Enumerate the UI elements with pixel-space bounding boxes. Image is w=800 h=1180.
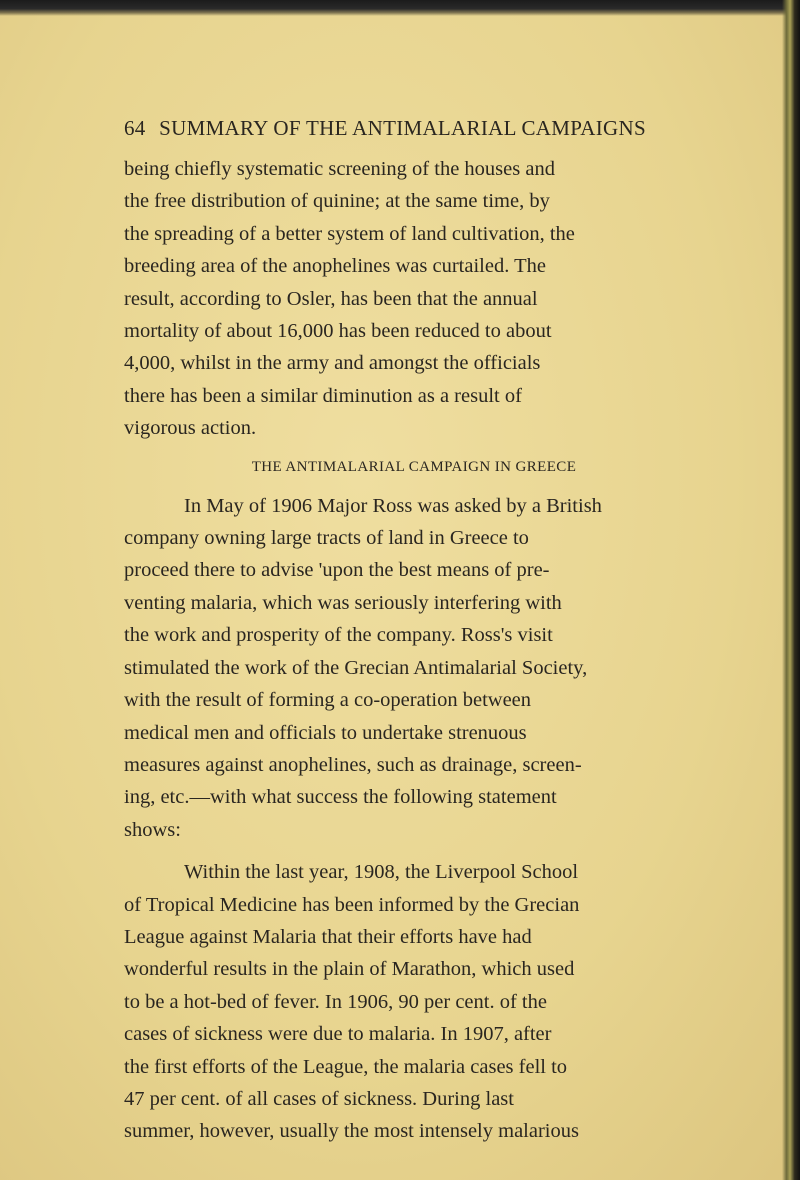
text-line: company owning large tracts of land in Greece to [124, 527, 529, 550]
text-line: to be a hot-bed of fever. In 1906, 90 per cent. of the [124, 990, 547, 1013]
text-line: the first efforts of the League, the malaria cases fell to [124, 1055, 568, 1078]
text-line: result, according to Osler, has been that the annual [124, 287, 538, 310]
text-line: proceed there to advise 'upon the best means of pre- [124, 559, 550, 582]
text-line: League against Malaria that their efforts have had [124, 925, 532, 948]
section-heading: THE ANTIMALARIAL CAMPAIGN IN GREECE [251, 458, 577, 475]
paragraph-2 [124, 490, 704, 846]
text-line: venting malaria, which was seriously interfering with [124, 591, 562, 614]
text-line: the free distribution of quinine; at the same time, by [124, 190, 550, 213]
text-line: being chiefly systematic screening of the houses and [124, 158, 555, 180]
text-line: stimulated the work of the Grecian Antimalarial Society, [124, 656, 588, 679]
text-line: mortality of about 16,000 has been reduced to about [124, 320, 552, 343]
text-line: medical men and officials to undertake strenuous [124, 721, 527, 744]
text-line: cases of sickness were due to malaria. In 1907, after [124, 1023, 552, 1046]
text-line: wonderful results in the plain of Marathon, which used [124, 958, 575, 981]
page-content [124, 116, 704, 1148]
text-line: the spreading of a better system of land cultivation, the [124, 222, 575, 245]
text-line: measures against anophelines, such as drainage, screen- [124, 753, 582, 776]
text-line: breeding area of the anophelines was curtailed. The [124, 255, 546, 278]
page-top-shadow [0, 0, 800, 16]
text-line: 4,000, whilst in the army and amongst the officials [124, 352, 541, 375]
text-line: ing, etc.—with what success the following statement [124, 786, 557, 809]
block-quote [124, 856, 704, 1148]
running-header [124, 116, 704, 141]
text-line: summer, however, usually the most intensely malarious [124, 1120, 579, 1143]
text-line: of Tropical Medicine has been informed by the Grecian [124, 893, 580, 916]
book-spine-edge [782, 0, 800, 1180]
text-line: 47 per cent. of all cases of sickness. During last [124, 1087, 514, 1110]
text-line: there has been a similar diminution as a result of [124, 384, 522, 407]
text-line: Within the last year, 1908, the Liverpool School [184, 861, 579, 884]
running-title: SUMMARY OF THE ANTIMALARIAL CAMPAIGNS [159, 116, 646, 140]
text-line: In May of 1906 Major Ross was asked by a British [184, 494, 602, 517]
paragraph-1 [124, 153, 704, 445]
text-line: vigorous action. [124, 417, 257, 440]
page-number: 64 [124, 116, 146, 140]
text-line: shows: [124, 818, 181, 841]
text-line: the work and prosperity of the company. Ross's visit [124, 624, 553, 647]
text-line: with the result of forming a co-operation between [124, 689, 532, 712]
